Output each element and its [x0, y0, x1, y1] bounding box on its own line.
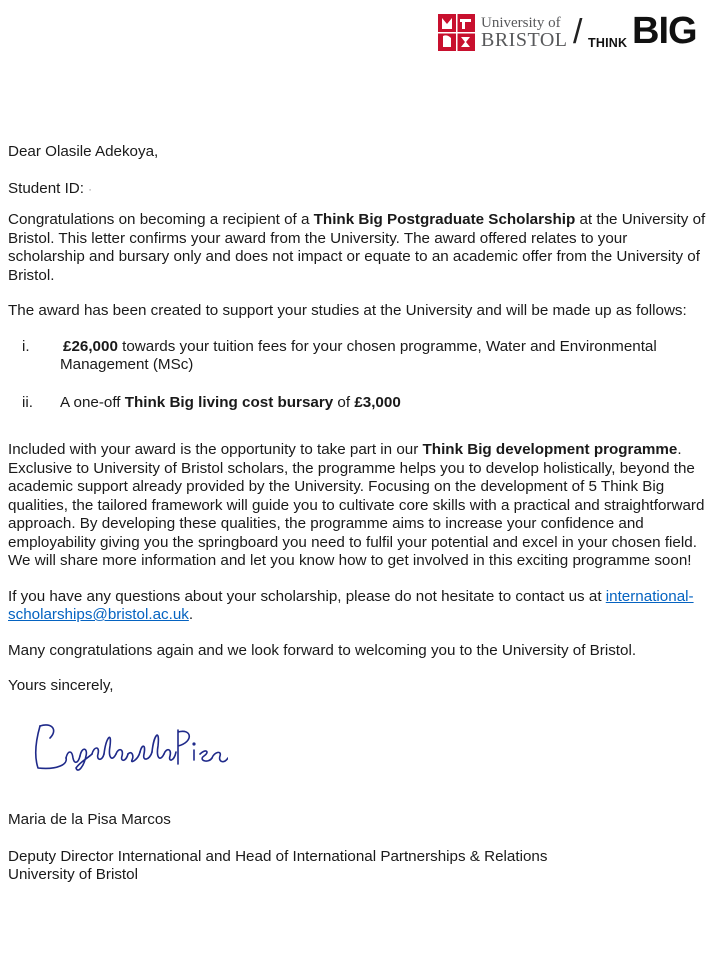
programme-name: Think Big development programme	[422, 441, 678, 458]
salutation: Dear Olasile Adekoya,	[8, 143, 159, 160]
bursary-text-a: A one-off	[60, 393, 125, 411]
list-number: i.	[22, 337, 30, 355]
p4-text-c: .	[188, 606, 194, 623]
signatory-organisation: University of Bristol	[8, 866, 138, 883]
think-text: THINK	[588, 36, 628, 50]
list-item	[8, 338, 708, 375]
bursary-amount: £3,000	[354, 393, 401, 411]
award-list	[8, 338, 708, 413]
handwritten-signature	[28, 716, 228, 778]
student-id-value: ·	[88, 183, 92, 196]
university-wordmark	[481, 16, 567, 50]
welcome-paragraph: Many congratulations again and we look forward to welcoming you to the University of Bristol.	[8, 641, 637, 659]
congratulations-paragraph	[8, 211, 708, 285]
letterhead	[438, 12, 713, 54]
signatory-name: Maria de la Pisa Marcos	[8, 811, 171, 828]
development-programme-paragraph	[8, 441, 708, 571]
bursary-name: Think Big living cost bursary	[124, 393, 334, 411]
university-of-text: University of	[481, 15, 561, 31]
letter-body	[8, 143, 708, 885]
scholarship-name: Think Big Postgraduate Scholarship	[313, 211, 576, 228]
student-id-label: Student ID:	[8, 179, 84, 197]
tuition-description: towards your tuition fees for your chosen programme, Water and Environmental Management (MSc)	[60, 337, 657, 373]
bristol-text: BRISTOL	[481, 29, 568, 51]
tuition-amount: £26,000	[63, 337, 118, 355]
student-id-line	[8, 180, 708, 200]
p3-text-a: Included with your award is the opportunity to take part in our	[8, 441, 423, 458]
closing: Yours sincerely,	[8, 677, 114, 694]
bursary-text-c: of	[333, 393, 355, 411]
list-number: ii.	[22, 393, 33, 411]
contact-email-link[interactable]: international-scholarships@bristol.ac.uk	[8, 587, 694, 623]
p4-text-a: If you have any questions about your scholarship, please do not hesitate to contact us at	[8, 587, 606, 605]
signatory-title: Deputy Director International and Head of International Partnerships & Relations	[8, 847, 548, 865]
p3-text-c: . Exclusive to University of Bristol scholars, the programme helps you to develop holistically, beyond the academic support already provided by the University. Focusing on the development of 5 Think Big qualities, the tailored framework will guide you to cultivate core skills with a practical and straightforward approach. By developing these qualities, the programme aims to increase your confidence and employability giving you the springboard you need to fulfil your potential and excel in your chosen field. We will share more information and let you know how to get involved in this exciting programme soon!	[8, 441, 705, 569]
contact-paragraph	[8, 588, 708, 625]
divider-slash: /	[573, 13, 583, 51]
p1-text-a: Congratulations on becoming a recipient of a	[8, 211, 314, 228]
p1-text-c: at the University of Bristol. This letter confirms your award from the University. The award offered relates to your scholarship and bursary only and does not impact or equate to an academic offer from the University of Bristol.	[8, 211, 706, 284]
list-item	[8, 394, 708, 413]
big-text: BIG	[632, 10, 697, 52]
award-intro-paragraph: The award has been created to support your studies at the University and will be made up as follows:	[8, 302, 687, 319]
university-crest-icon	[438, 14, 475, 51]
